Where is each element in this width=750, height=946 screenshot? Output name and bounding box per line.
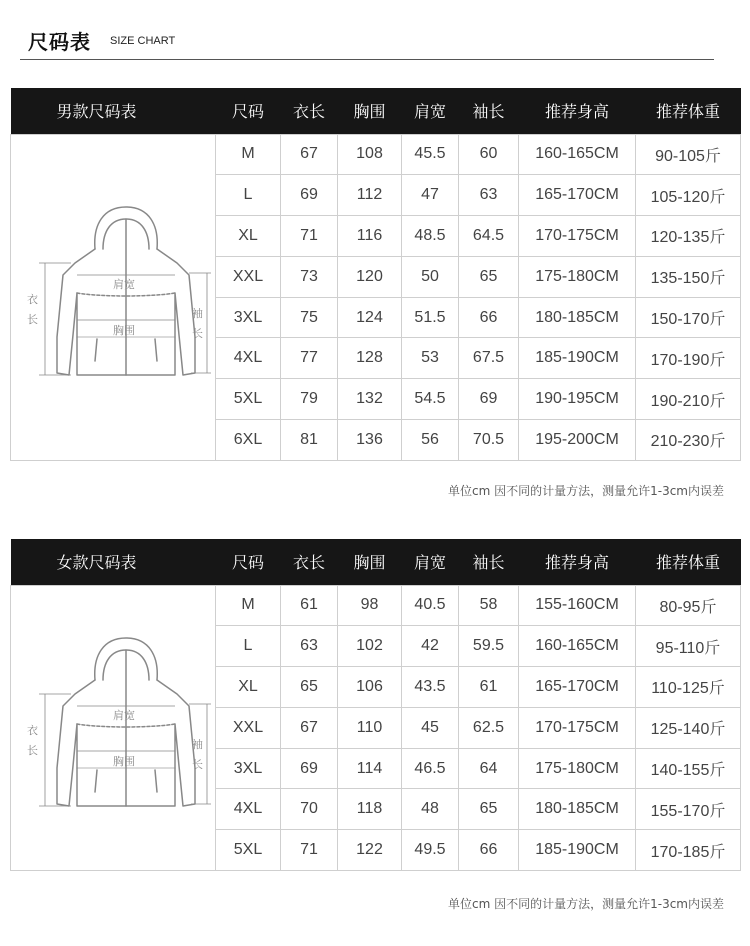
size-cell: XL (216, 216, 281, 257)
size-cell: 4XL (216, 338, 281, 379)
value-cell: 180-185CM (519, 297, 636, 338)
page-subtitle: SIZE CHART (110, 35, 176, 47)
value-cell: 105-120斤 (636, 175, 741, 216)
men-size-table (10, 88, 741, 461)
value-cell: 48.5 (402, 216, 459, 257)
column-header: 肩宽 (402, 88, 459, 134)
value-cell: 165-170CM (519, 667, 636, 708)
value-cell: 122 (338, 830, 402, 871)
value-cell: 71 (281, 830, 338, 871)
value-cell: 46.5 (402, 748, 459, 789)
value-cell: 60 (459, 134, 519, 175)
value-cell: 125-140斤 (636, 707, 741, 748)
value-cell: 66 (459, 297, 519, 338)
value-cell: 116 (338, 216, 402, 257)
column-header: 胸围 (338, 88, 402, 134)
size-cell: 3XL (216, 748, 281, 789)
women-size-table (10, 539, 741, 871)
men-table-title: 男款尺码表 (11, 88, 216, 134)
value-cell: 47 (402, 175, 459, 216)
value-cell: 73 (281, 256, 338, 297)
value-cell: 165-170CM (519, 175, 636, 216)
jacket-diagram (11, 628, 216, 828)
size-cell: XXL (216, 707, 281, 748)
value-cell: 175-180CM (519, 256, 636, 297)
value-cell: 124 (338, 297, 402, 338)
column-header: 衣长 (281, 539, 338, 585)
jacket-illustration (11, 134, 216, 460)
value-cell: 67 (281, 707, 338, 748)
value-cell: 136 (338, 420, 402, 461)
value-cell: 98 (338, 585, 402, 626)
chest-label: 胸围 (113, 324, 135, 338)
value-cell: 51.5 (402, 297, 459, 338)
value-cell: 45.5 (402, 134, 459, 175)
value-cell: 114 (338, 748, 402, 789)
sleeve-label-2: 长 (192, 327, 203, 341)
shoulder-label: 肩宽 (113, 708, 135, 722)
value-cell: 170-175CM (519, 707, 636, 748)
size-cell: L (216, 175, 281, 216)
value-cell: 71 (281, 216, 338, 257)
column-header: 推荐体重 (636, 539, 741, 585)
size-cell: L (216, 626, 281, 667)
value-cell: 65 (459, 789, 519, 830)
value-cell: 190-210斤 (636, 379, 741, 420)
jacket-diagram (11, 197, 216, 397)
value-cell: 50 (402, 256, 459, 297)
value-cell: 155-170斤 (636, 789, 741, 830)
column-header: 推荐体重 (636, 88, 741, 134)
column-header: 肩宽 (402, 539, 459, 585)
value-cell: 79 (281, 379, 338, 420)
value-cell: 81 (281, 420, 338, 461)
value-cell: 70.5 (459, 420, 519, 461)
value-cell: 59.5 (459, 626, 519, 667)
jacket-illustration (11, 585, 216, 871)
value-cell: 49.5 (402, 830, 459, 871)
value-cell: 185-190CM (519, 830, 636, 871)
value-cell: 69 (281, 748, 338, 789)
measurement-note: 单位cm 因不同的计量方法，测量允许1-3cm内误差 (448, 484, 724, 498)
value-cell: 112 (338, 175, 402, 216)
value-cell: 160-165CM (519, 626, 636, 667)
length-label-2: 长 (27, 313, 38, 327)
value-cell: 42 (402, 626, 459, 667)
value-cell: 54.5 (402, 379, 459, 420)
value-cell: 155-160CM (519, 585, 636, 626)
value-cell: 90-105斤 (636, 134, 741, 175)
chest-label: 胸围 (113, 754, 135, 768)
table-row (11, 134, 741, 175)
value-cell: 75 (281, 297, 338, 338)
value-cell: 56 (402, 420, 459, 461)
size-cell: M (216, 134, 281, 175)
value-cell: 65 (281, 667, 338, 708)
column-header: 尺码 (216, 539, 281, 585)
value-cell: 58 (459, 585, 519, 626)
value-cell: 132 (338, 379, 402, 420)
value-cell: 63 (281, 626, 338, 667)
value-cell: 67.5 (459, 338, 519, 379)
table-header-row (11, 539, 741, 585)
value-cell: 43.5 (402, 667, 459, 708)
value-cell: 108 (338, 134, 402, 175)
page-title: 尺码表 (28, 30, 91, 54)
value-cell: 170-190斤 (636, 338, 741, 379)
value-cell: 45 (402, 707, 459, 748)
value-cell: 69 (281, 175, 338, 216)
value-cell: 160-165CM (519, 134, 636, 175)
sleeve-label-1: 袖 (192, 737, 203, 751)
column-header: 胸围 (338, 539, 402, 585)
value-cell: 120-135斤 (636, 216, 741, 257)
value-cell: 170-175CM (519, 216, 636, 257)
size-cell: 4XL (216, 789, 281, 830)
value-cell: 110 (338, 707, 402, 748)
value-cell: 185-190CM (519, 338, 636, 379)
length-label-1: 衣 (27, 293, 38, 307)
value-cell: 67 (281, 134, 338, 175)
column-header: 衣长 (281, 88, 338, 134)
column-header: 尺码 (216, 88, 281, 134)
column-header: 袖长 (459, 539, 519, 585)
women-table-title: 女款尺码表 (11, 539, 216, 585)
size-cell: XL (216, 667, 281, 708)
value-cell: 110-125斤 (636, 667, 741, 708)
value-cell: 61 (281, 585, 338, 626)
value-cell: 175-180CM (519, 748, 636, 789)
size-cell: 6XL (216, 420, 281, 461)
size-cell: 5XL (216, 379, 281, 420)
measurement-note: 单位cm 因不同的计量方法，测量允许1-3cm内误差 (448, 897, 724, 911)
value-cell: 120 (338, 256, 402, 297)
length-label-1: 衣 (27, 723, 38, 737)
value-cell: 140-155斤 (636, 748, 741, 789)
column-header: 袖长 (459, 88, 519, 134)
column-header: 推荐身高 (519, 88, 636, 134)
value-cell: 135-150斤 (636, 256, 741, 297)
value-cell: 66 (459, 830, 519, 871)
value-cell: 62.5 (459, 707, 519, 748)
length-label-2: 长 (27, 743, 38, 757)
value-cell: 77 (281, 338, 338, 379)
column-header: 推荐身高 (519, 539, 636, 585)
size-cell: M (216, 585, 281, 626)
value-cell: 63 (459, 175, 519, 216)
value-cell: 180-185CM (519, 789, 636, 830)
value-cell: 65 (459, 256, 519, 297)
value-cell: 53 (402, 338, 459, 379)
value-cell: 48 (402, 789, 459, 830)
value-cell: 190-195CM (519, 379, 636, 420)
value-cell: 102 (338, 626, 402, 667)
value-cell: 150-170斤 (636, 297, 741, 338)
table-header-row (11, 88, 741, 134)
value-cell: 61 (459, 667, 519, 708)
value-cell: 118 (338, 789, 402, 830)
size-cell: 5XL (216, 830, 281, 871)
size-cell: XXL (216, 256, 281, 297)
value-cell: 69 (459, 379, 519, 420)
size-cell: 3XL (216, 297, 281, 338)
sleeve-label-1: 袖 (192, 307, 203, 321)
value-cell: 80-95斤 (636, 585, 741, 626)
value-cell: 210-230斤 (636, 420, 741, 461)
value-cell: 40.5 (402, 585, 459, 626)
value-cell: 64 (459, 748, 519, 789)
shoulder-label: 肩宽 (113, 278, 135, 292)
value-cell: 170-185斤 (636, 830, 741, 871)
value-cell: 64.5 (459, 216, 519, 257)
sleeve-label-2: 长 (192, 757, 203, 771)
value-cell: 95-110斤 (636, 626, 741, 667)
value-cell: 128 (338, 338, 402, 379)
value-cell: 195-200CM (519, 420, 636, 461)
value-cell: 106 (338, 667, 402, 708)
value-cell: 70 (281, 789, 338, 830)
page-header (20, 26, 714, 60)
table-row (11, 585, 741, 626)
